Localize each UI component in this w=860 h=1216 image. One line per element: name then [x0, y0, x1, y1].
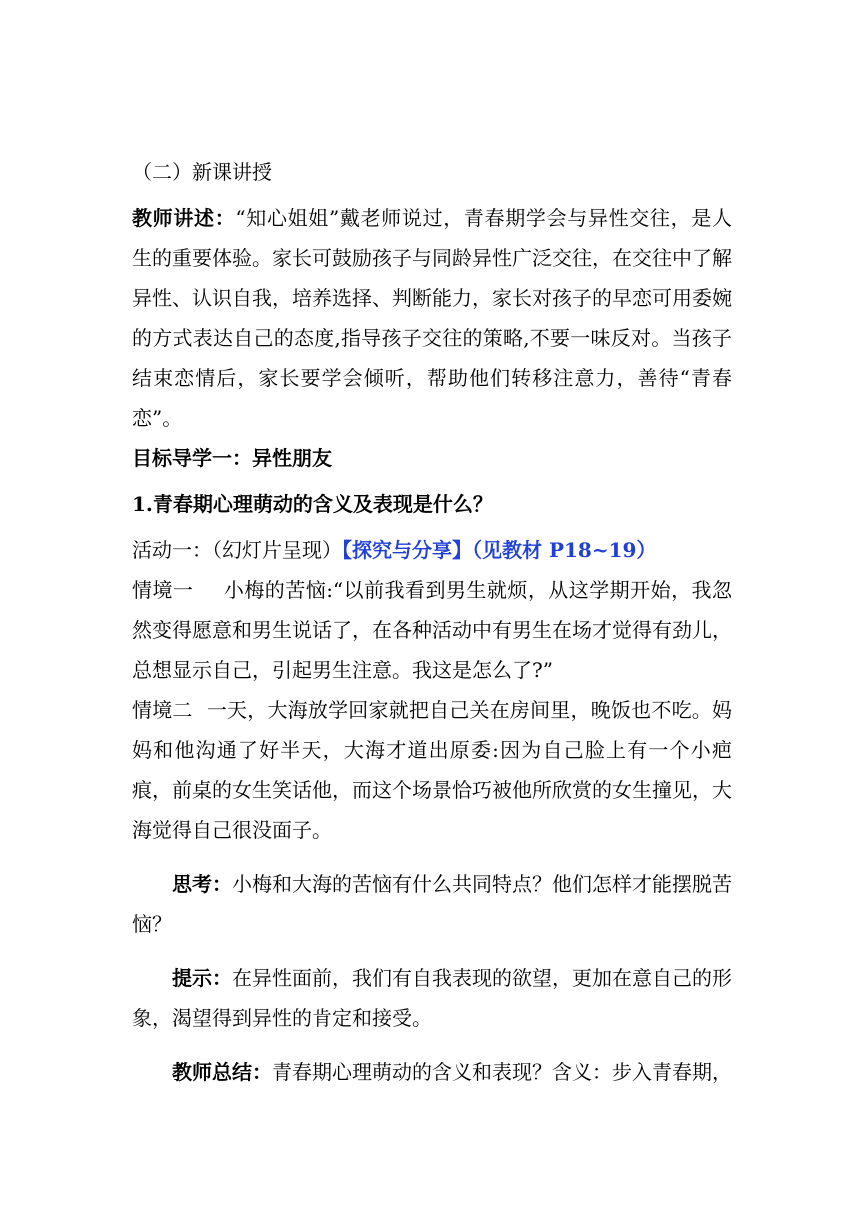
document-page — [132, 152, 732, 1092]
teacher-talk-paragraph — [132, 198, 732, 438]
scenario-2-paragraph — [132, 690, 732, 850]
hint-text: 在异性面前，我们有自我表现的欲望，更加在意自己的形象，渴望得到异性的肯定和接受。 — [132, 966, 732, 1030]
activity-prefix: 活动一：（幻灯片呈现） — [132, 538, 342, 562]
scenario-1-paragraph — [132, 570, 732, 690]
teacher-talk-label: 教师讲述： — [132, 206, 236, 230]
thinking-text: 小梅和大海的苦恼有什么共同特点？他们怎样才能摆脱苦恼？ — [132, 872, 732, 936]
summary-paragraph — [132, 1052, 732, 1092]
summary-label: 教师总结： — [172, 1060, 272, 1084]
thinking-label: 思考： — [172, 872, 232, 896]
scenario-2-text: 一天，大海放学回家就把自己关在房间里，晚饭也不吃。妈妈和他沟通了好半天，大海才道出原委:因为自己脸上有一个小疤痕，前桌的女生笑话他，而这个场景恰巧被他所欣赏的女生撞见，大海觉得自己很没面子。 — [132, 698, 733, 842]
hint-paragraph — [132, 958, 732, 1038]
summary-text: 青春期心理萌动的含义和表现？含义：步入青春期， — [272, 1060, 732, 1084]
section-title: （二）新课讲授 — [132, 160, 272, 184]
activity-highlight: 【探究与分享】（见教材 P18~19） — [342, 538, 657, 562]
thinking-paragraph — [132, 864, 732, 944]
scenario-2-label: 情境二 — [132, 698, 193, 722]
goal-heading: 目标导学一：异性朋友 — [132, 446, 332, 470]
question-heading: 1.青春期心理萌动的含义及表现是什么？ — [132, 492, 493, 516]
teacher-talk-text: “知心姐姐”戴老师说过，青春期学会与异性交往，是人生的重要体验。家长可鼓励孩子与同龄异性广泛交往，在交往中了解异性、认识自我，培养选择、判断能力，家长对孩子的早恋可用委婉的方式表达自己的态度,指导孩子交往的策略,不要一味反对。当孩子结束恋情后，家长要学会倾听，帮助他们转移注意力，善待“青春恋”。 — [132, 206, 733, 430]
hint-label: 提示： — [172, 966, 232, 990]
scenario-1-label: 情境一 — [132, 578, 194, 602]
activity-line — [132, 530, 732, 570]
scenario-1-text: 小梅的苦恼:“以前我看到男生就烦，从这学期开始，我忽然变得愿意和男生说话了，在各种活动中有男生在场才觉得有劲儿，总想显示自己，引起男生注意。我这是怎么了?” — [132, 578, 733, 682]
